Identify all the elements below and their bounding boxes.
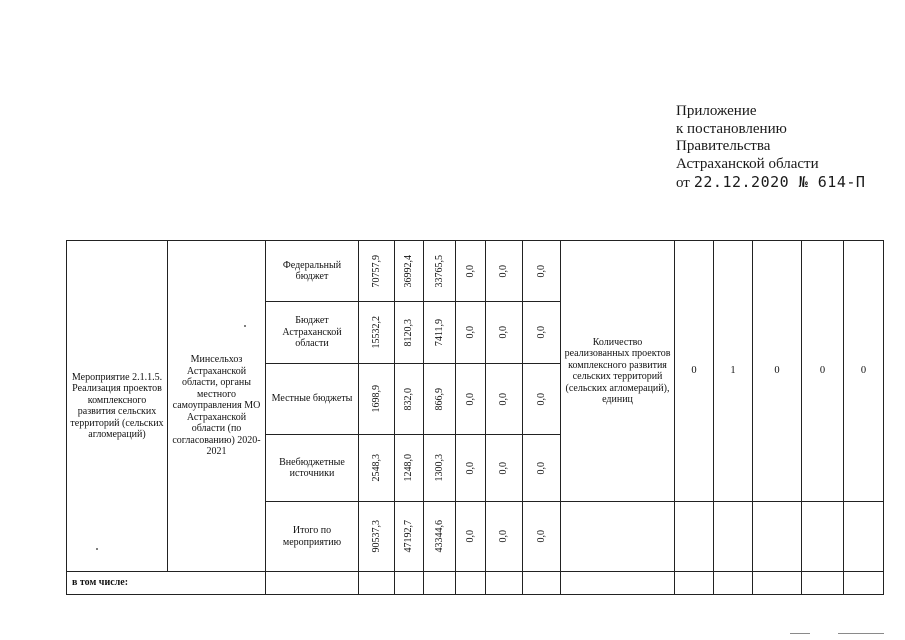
header-line-annex: Приложение — [676, 103, 757, 119]
value-cell — [359, 435, 395, 502]
value: 0,0 — [498, 264, 510, 278]
header-date-line — [676, 174, 898, 193]
value: 90537,3 — [370, 520, 382, 553]
value: 866,9 — [433, 387, 445, 411]
value: 1248,0 — [403, 454, 415, 482]
value-cell — [395, 502, 424, 572]
value-cell — [523, 502, 561, 572]
value-cell — [395, 302, 424, 364]
table-row — [67, 241, 884, 302]
value: 0,0 — [498, 461, 510, 475]
value: 0,0 — [535, 264, 547, 278]
source-label: Местные бюджеты — [266, 364, 359, 435]
empty-cell — [802, 502, 844, 572]
value: 832,0 — [403, 387, 415, 411]
executor-text: Минсельхоз Астраханской области, органы местного самоуправления МО Астраханской области (по согласованию) 2020-2021 — [172, 354, 261, 458]
value-cell — [424, 302, 456, 364]
empty-cell — [753, 572, 802, 595]
indicator-text: Количество реализованных проектов комплексного развития сельских территорий (сельских агломераций), единиц — [564, 336, 671, 405]
value: 0,0 — [464, 264, 476, 278]
value-cell — [395, 241, 424, 302]
empty-cell — [266, 572, 359, 595]
value: 36992,4 — [403, 254, 415, 288]
empty-cell — [802, 572, 844, 595]
value: 0,0 — [464, 326, 476, 339]
value-cell — [456, 435, 486, 502]
value: 15532,2 — [370, 316, 382, 349]
value-cell — [359, 502, 395, 572]
value: 70757,9 — [370, 254, 382, 288]
value-cell — [486, 241, 523, 302]
empty-cell — [753, 502, 802, 572]
value: 0,0 — [535, 461, 547, 475]
indicator-value: 0 — [844, 241, 884, 502]
scan-mark — [790, 633, 810, 634]
value-cell — [486, 502, 523, 572]
empty-cell — [675, 502, 714, 572]
value: 7411,9 — [433, 318, 445, 347]
empty-cell — [714, 502, 753, 572]
value-cell — [359, 302, 395, 364]
value-cell — [395, 435, 424, 502]
empty-cell — [561, 572, 675, 595]
value: 0,0 — [464, 392, 476, 406]
value-cell — [359, 364, 395, 435]
value: 0,0 — [535, 326, 547, 339]
activity-text: Мероприятие 2.1.1.5. Реализация проектов комплексного развития сельских территорий (сельских агломераций) — [70, 371, 164, 440]
value: 1698,9 — [370, 385, 382, 413]
empty-cell — [675, 572, 714, 595]
empty-cell — [844, 502, 884, 572]
empty-cell — [359, 572, 395, 595]
source-label: Бюджет Астраханской области — [266, 302, 359, 364]
source-label: Итого по мероприятию — [266, 502, 359, 572]
value-cell — [456, 241, 486, 302]
value: 47192,7 — [403, 520, 415, 553]
source-label: Федеральный бюджет — [266, 241, 359, 302]
value-cell — [456, 502, 486, 572]
value: 33765,5 — [433, 254, 445, 288]
value-cell — [456, 364, 486, 435]
value-cell — [424, 241, 456, 302]
value: 43344,6 — [433, 520, 445, 553]
empty-cell — [714, 572, 753, 595]
value-cell — [424, 435, 456, 502]
empty-cell — [844, 572, 884, 595]
value: 8120,3 — [403, 318, 415, 347]
empty-cell — [561, 502, 675, 572]
empty-cell — [424, 572, 456, 595]
header-line-resolution: к постановлению — [676, 120, 787, 137]
indicator-value: 1 — [714, 241, 753, 502]
empty-cell — [486, 572, 523, 595]
header-ot-label: от — [676, 175, 690, 191]
value-cell — [486, 435, 523, 502]
value-cell — [359, 241, 395, 302]
value: 0,0 — [464, 530, 476, 543]
value-cell — [523, 241, 561, 302]
value: 1300,3 — [433, 454, 445, 482]
header-line-government: Правительства — [676, 138, 771, 154]
indicator-value: 0 — [675, 241, 714, 502]
value-cell — [424, 502, 456, 572]
value: 0,0 — [535, 392, 547, 406]
scan-speck — [244, 325, 246, 327]
value-cell — [486, 364, 523, 435]
value-cell — [424, 364, 456, 435]
handwritten-date-number: 22.12.2020 № 614-П — [693, 173, 866, 191]
activity-cell — [67, 241, 168, 572]
value-cell — [486, 302, 523, 364]
value: 2548,3 — [370, 454, 382, 482]
executor-cell — [168, 241, 266, 572]
header-line-region: Астраханской области — [676, 155, 819, 172]
table-row — [67, 572, 884, 595]
footer-label: в том числе: — [67, 572, 266, 595]
indicator-cell — [561, 241, 675, 502]
value: 0,0 — [498, 392, 510, 406]
value: 0,0 — [498, 326, 510, 339]
empty-cell — [523, 572, 561, 595]
value: 0,0 — [498, 530, 510, 543]
value-cell — [523, 302, 561, 364]
value-cell — [456, 302, 486, 364]
value-cell — [523, 364, 561, 435]
value: 0,0 — [464, 461, 476, 475]
scan-speck — [96, 548, 98, 550]
document-header — [676, 103, 898, 193]
value-cell — [523, 435, 561, 502]
empty-cell — [395, 572, 424, 595]
financing-table — [66, 240, 884, 595]
source-label: Внебюджетные источники — [266, 435, 359, 502]
empty-cell — [456, 572, 486, 595]
indicator-value: 0 — [802, 241, 844, 502]
scan-mark — [838, 633, 884, 634]
value: 0,0 — [535, 530, 547, 543]
indicator-value: 0 — [753, 241, 802, 502]
value-cell — [395, 364, 424, 435]
